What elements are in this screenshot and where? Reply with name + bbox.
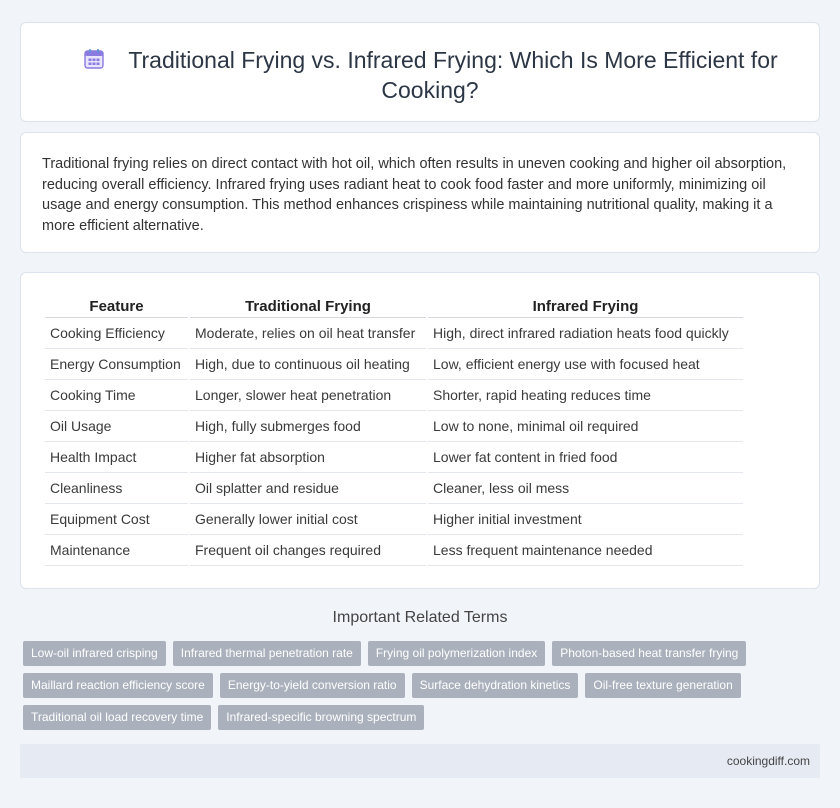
table-header-row	[45, 296, 743, 318]
related-term-tag[interactable]: Traditional oil load recovery time	[23, 705, 211, 730]
footer	[20, 744, 820, 778]
traditional-cell: Generally lower initial cost	[190, 504, 426, 535]
intro-paragraph: Traditional frying relies on direct contact with hot oil, which often results in uneven cooking and higher oil absorption, reducing overall efficiency. Infrared frying uses radiant heat to cook food faster and more uniformly, minimizing oil usage and energy consumption. This method enhances crispiness while maintaining nutritional quality, making it a more efficient alternative.	[42, 156, 787, 234]
related-term-tag[interactable]: Low-oil infrared crisping	[23, 641, 166, 666]
feature-cell: Oil Usage	[45, 411, 188, 442]
infrared-cell: High, direct infrared radiation heats food quickly	[428, 318, 743, 349]
table-row	[45, 535, 743, 566]
intro-card	[20, 132, 820, 253]
related-term-tag[interactable]: Photon-based heat transfer frying	[552, 641, 746, 666]
traditional-cell: Higher fat absorption	[190, 442, 426, 473]
traditional-cell: Longer, slower heat penetration	[190, 380, 426, 411]
page-title-text: Traditional Frying vs. Infrared Frying: Which Is More Efficient for Cooking?	[128, 47, 778, 103]
related-term-tag[interactable]: Frying oil polymerization index	[368, 641, 545, 666]
infrared-cell: Low to none, minimal oil required	[428, 411, 743, 442]
traditional-cell: High, due to continuous oil heating	[190, 349, 426, 380]
footer-site-link[interactable]: cookingdiff.com	[726, 754, 810, 768]
table-row	[45, 380, 743, 411]
table-row	[45, 504, 743, 535]
feature-cell: Cleanliness	[45, 473, 188, 504]
column-header-feature: Feature	[45, 296, 188, 318]
column-header-infrared: Infrared Frying	[428, 296, 743, 318]
infrared-cell: Shorter, rapid heating reduces time	[428, 380, 743, 411]
page-title	[61, 45, 799, 105]
traditional-cell: High, fully submerges food	[190, 411, 426, 442]
comparison-card	[20, 272, 820, 589]
table-row	[45, 349, 743, 380]
feature-cell: Equipment Cost	[45, 504, 188, 535]
infrared-cell: Low, efficient energy use with focused heat	[428, 349, 743, 380]
related-term-tag[interactable]: Maillard reaction efficiency score	[23, 673, 213, 698]
comparison-table	[43, 296, 745, 566]
infrared-cell: Cleaner, less oil mess	[428, 473, 743, 504]
header-card	[20, 22, 820, 122]
feature-cell: Maintenance	[45, 535, 188, 566]
related-term-tag[interactable]: Surface dehydration kinetics	[412, 673, 579, 698]
table-row	[45, 411, 743, 442]
traditional-cell: Frequent oil changes required	[190, 535, 426, 566]
feature-cell: Cooking Efficiency	[45, 318, 188, 349]
table-row	[45, 318, 743, 349]
related-term-tag[interactable]: Energy-to-yield conversion ratio	[220, 673, 405, 698]
related-terms-list	[23, 641, 783, 737]
calendar-icon	[82, 47, 106, 71]
column-header-traditional: Traditional Frying	[190, 296, 426, 318]
related-term-tag[interactable]: Infrared thermal penetration rate	[173, 641, 361, 666]
traditional-cell: Oil splatter and residue	[190, 473, 426, 504]
infrared-cell: Higher initial investment	[428, 504, 743, 535]
related-terms-heading: Important Related Terms	[332, 609, 508, 626]
feature-cell: Cooking Time	[45, 380, 188, 411]
table-row	[45, 442, 743, 473]
feature-cell: Energy Consumption	[45, 349, 188, 380]
feature-cell: Health Impact	[45, 442, 188, 473]
related-term-tag[interactable]: Oil-free texture generation	[585, 673, 740, 698]
related-term-tag[interactable]: Infrared-specific browning spectrum	[218, 705, 424, 730]
infrared-cell: Less frequent maintenance needed	[428, 535, 743, 566]
traditional-cell: Moderate, relies on oil heat transfer	[190, 318, 426, 349]
table-row	[45, 473, 743, 504]
infrared-cell: Lower fat content in fried food	[428, 442, 743, 473]
